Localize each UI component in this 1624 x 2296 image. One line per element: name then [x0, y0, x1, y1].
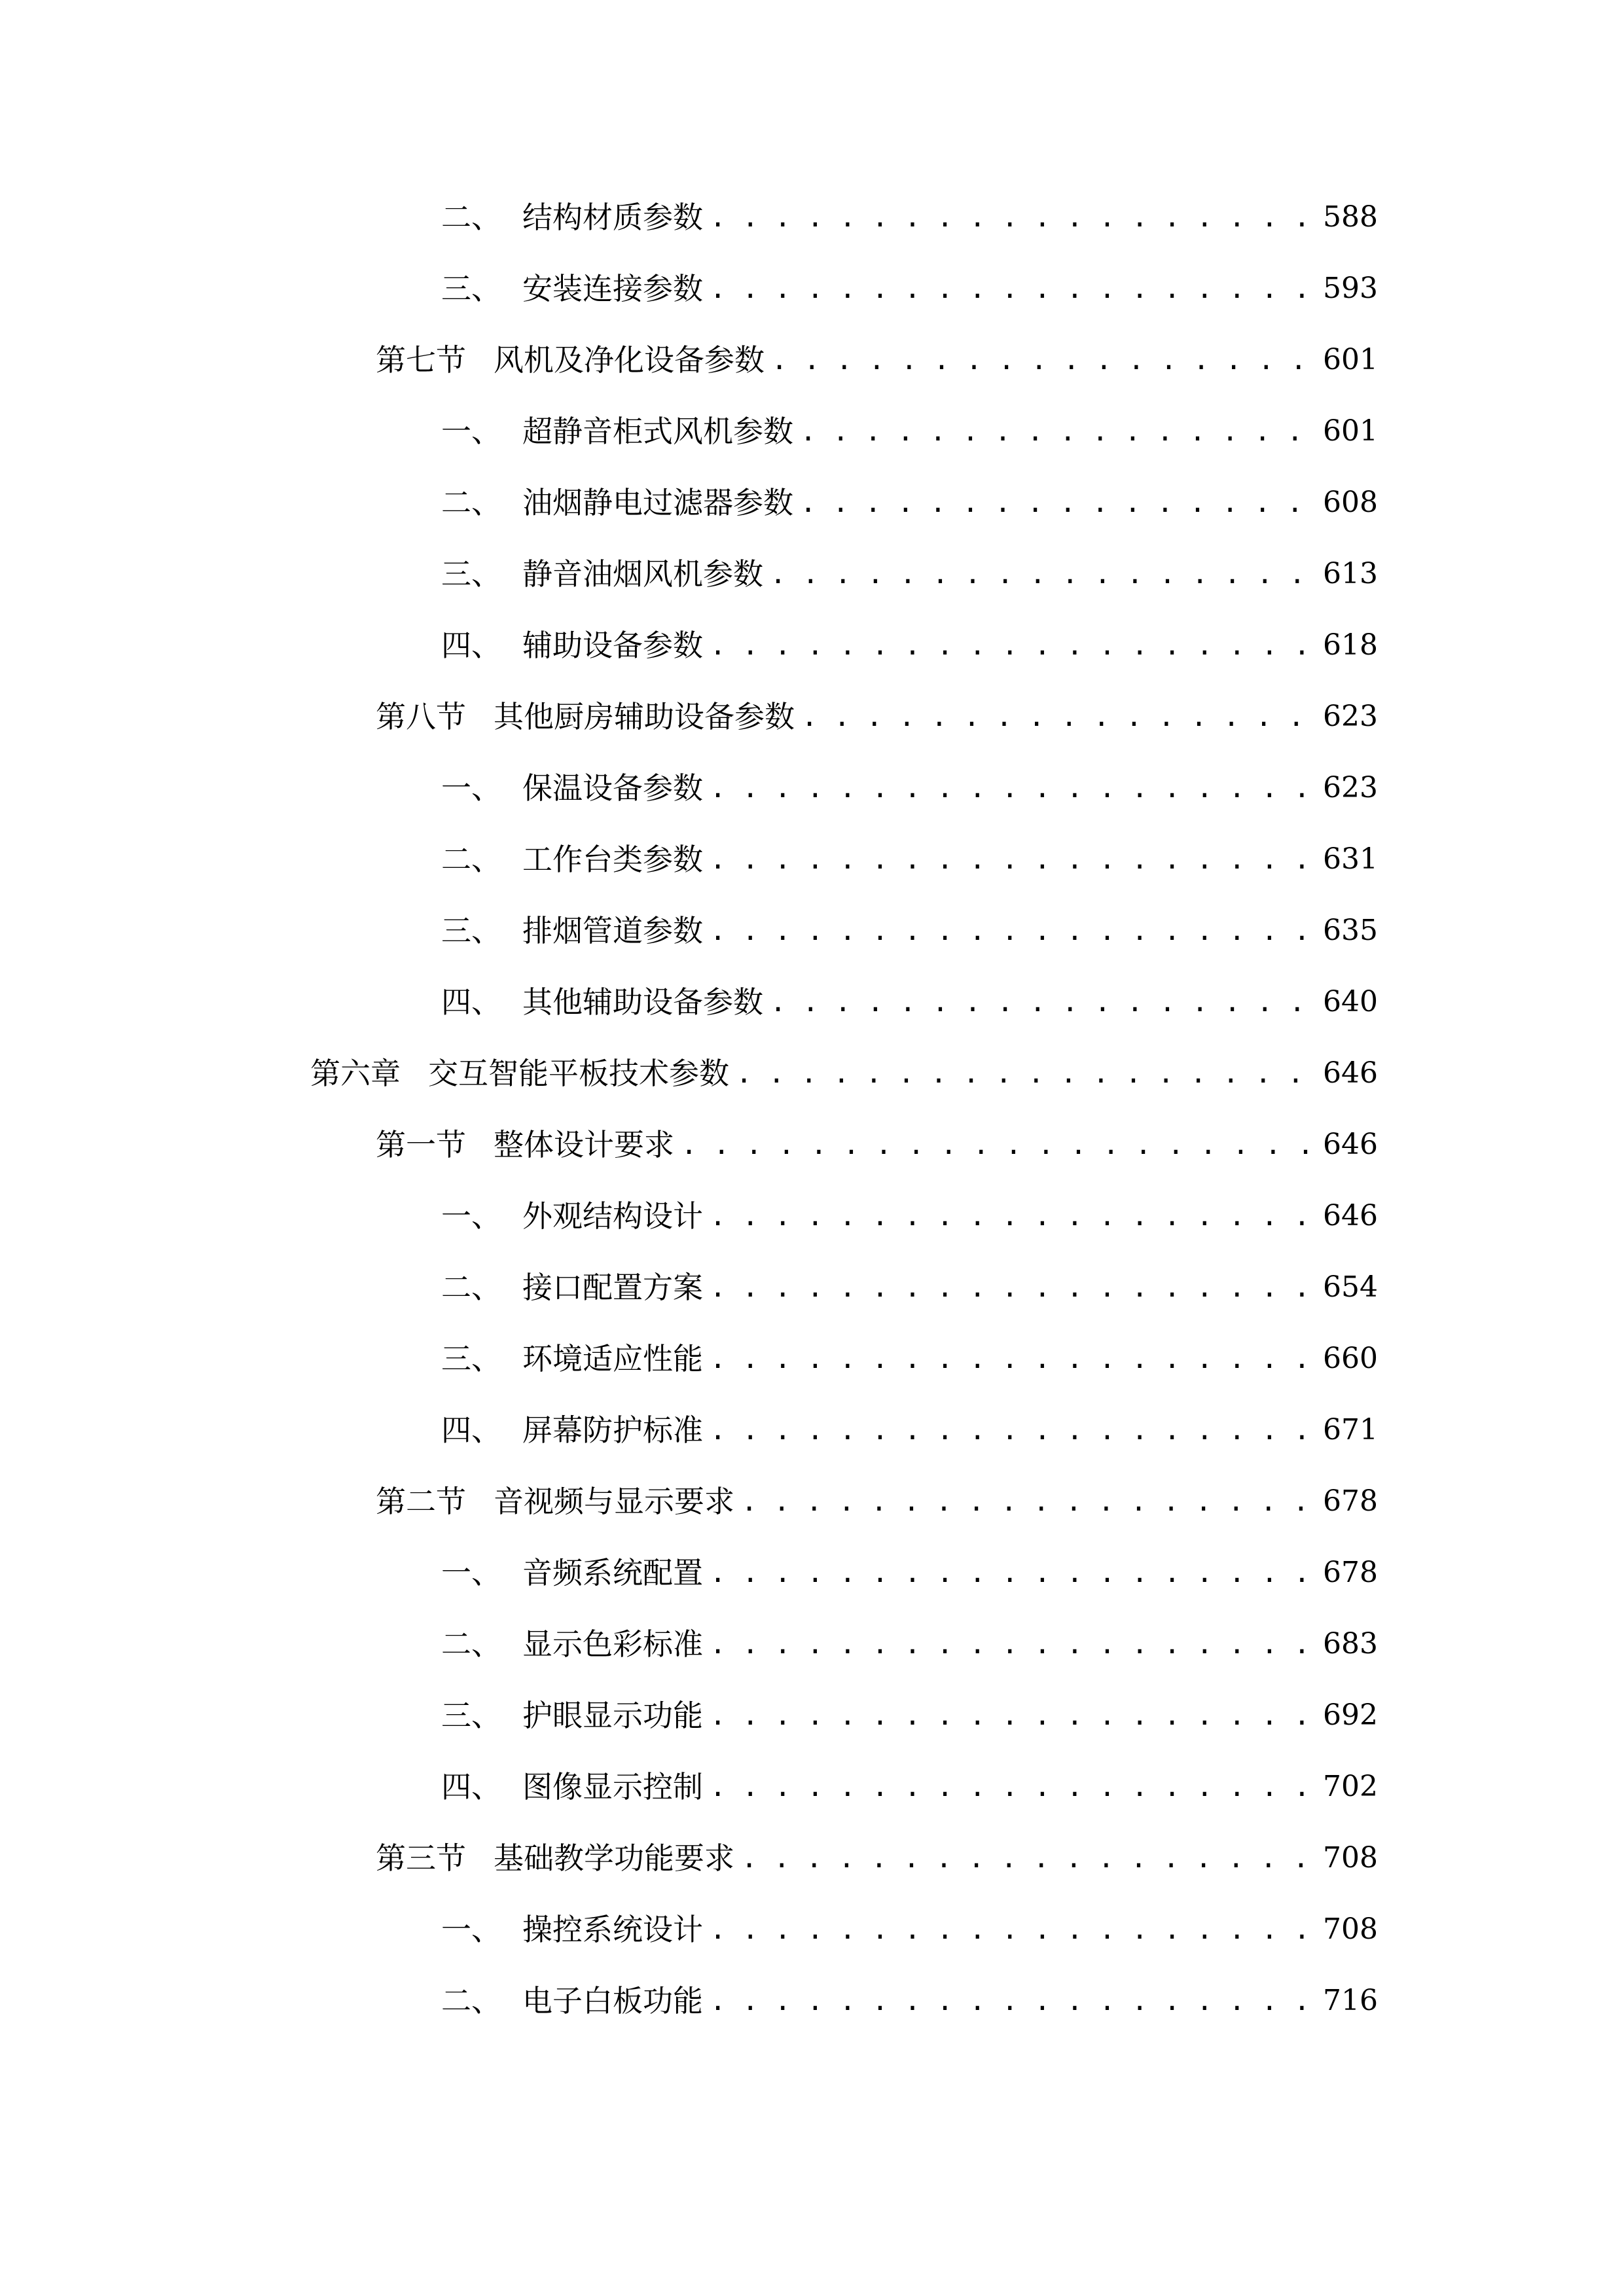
entry-number: 三、: [441, 1698, 501, 1733]
toc-entry[interactable]: [441, 1907, 1378, 1952]
entry-title: 电子白板功能: [522, 1983, 703, 2018]
entry-title: 显示色彩标准: [522, 1626, 703, 1662]
entry-number: 第二节: [376, 1484, 466, 1519]
entry-number: 三、: [441, 913, 501, 948]
toc-entry[interactable]: [441, 1336, 1378, 1382]
dot-leader: [710, 194, 1315, 240]
dot-leader: [710, 622, 1315, 668]
toc-entry[interactable]: [441, 1265, 1378, 1310]
dot-leader: [681, 1122, 1315, 1168]
entry-title: 风机及净化设备参数: [494, 342, 765, 378]
dot-leader: [710, 1764, 1315, 1810]
entry-page-number: 702: [1323, 1770, 1378, 1803]
dot-leader: [710, 1193, 1315, 1239]
entry-number: 第六章: [310, 1056, 401, 1091]
entry-page-number: 646: [1323, 1199, 1378, 1232]
entry-title: 护眼显示功能: [522, 1698, 703, 1733]
toc-entry[interactable]: [376, 1122, 1378, 1168]
entry-title: 环境适应性能: [522, 1341, 703, 1376]
toc-entry[interactable]: [441, 266, 1378, 312]
entry-page-number: 601: [1323, 343, 1378, 376]
toc-entry[interactable]: [441, 979, 1378, 1025]
toc-entry[interactable]: [310, 1050, 1378, 1096]
entry-title: 整体设计要求: [494, 1127, 674, 1162]
entry-number: 二、: [441, 485, 501, 520]
entry-title: 辅助设备参数: [522, 628, 703, 663]
toc-entry[interactable]: [376, 1479, 1378, 1524]
toc-entry[interactable]: [441, 1621, 1378, 1667]
dot-leader: [710, 908, 1315, 954]
toc-entry[interactable]: [441, 765, 1378, 811]
entry-number: 二、: [441, 1270, 501, 1305]
entry-number: 第八节: [376, 699, 466, 734]
toc-entry[interactable]: [441, 1550, 1378, 1596]
dot-leader: [800, 480, 1315, 526]
entry-number: 三、: [441, 556, 501, 592]
entry-title: 超静音柜式风机参数: [522, 414, 793, 449]
entry-title: 其他厨房辅助设备参数: [494, 699, 795, 734]
dot-leader: [710, 1978, 1315, 2024]
entry-page-number: 654: [1323, 1270, 1378, 1304]
toc-entry[interactable]: [376, 1835, 1378, 1881]
entry-page-number: 623: [1323, 700, 1378, 733]
dot-leader: [710, 1693, 1315, 1738]
entry-number: 一、: [441, 1912, 501, 1947]
entry-page-number: 640: [1323, 985, 1378, 1018]
entry-page-number: 635: [1323, 914, 1378, 947]
dot-leader: [710, 765, 1315, 811]
toc-entry[interactable]: [441, 1407, 1378, 1453]
dot-leader: [800, 408, 1315, 454]
entry-title: 屏幕防护标准: [522, 1412, 703, 1448]
toc-entry[interactable]: [441, 1978, 1378, 2024]
entry-page-number: 692: [1323, 1698, 1378, 1732]
dot-leader: [710, 836, 1315, 882]
entry-page-number: 601: [1323, 414, 1378, 448]
entry-page-number: 678: [1323, 1484, 1378, 1518]
toc-entry[interactable]: [441, 551, 1378, 597]
entry-number: 四、: [441, 1769, 501, 1804]
dot-leader: [741, 1835, 1315, 1881]
toc-entry[interactable]: [441, 408, 1378, 454]
entry-number: 二、: [441, 200, 501, 235]
entry-title: 基础教学功能要求: [494, 1840, 734, 1876]
entry-page-number: 588: [1323, 200, 1378, 234]
entry-title: 结构材质参数: [522, 200, 703, 235]
dot-leader: [710, 1407, 1315, 1453]
entry-title: 音视频与显示要求: [494, 1484, 734, 1519]
entry-number: 一、: [441, 1198, 501, 1234]
entry-page-number: 593: [1323, 272, 1378, 305]
dot-leader: [710, 1336, 1315, 1382]
toc-entry[interactable]: [376, 694, 1378, 740]
entry-page-number: 631: [1323, 842, 1378, 876]
dot-leader: [770, 551, 1315, 597]
entry-number: 二、: [441, 1626, 501, 1662]
entry-title: 其他辅助设备参数: [522, 984, 763, 1020]
toc-entry[interactable]: [441, 1693, 1378, 1738]
entry-title: 排烟管道参数: [522, 913, 703, 948]
toc-entry[interactable]: [376, 337, 1378, 383]
entry-page-number: 678: [1323, 1556, 1378, 1589]
entry-page-number: 716: [1323, 1984, 1378, 2017]
entry-page-number: 623: [1323, 771, 1378, 804]
entry-page-number: 608: [1323, 486, 1378, 519]
entry-number: 第三节: [376, 1840, 466, 1876]
entry-number: 四、: [441, 628, 501, 663]
toc-entry[interactable]: [441, 1193, 1378, 1239]
toc-entry[interactable]: [441, 194, 1378, 240]
entry-number: 一、: [441, 1555, 501, 1590]
dot-leader: [710, 1621, 1315, 1667]
toc-entry[interactable]: [441, 480, 1378, 526]
entry-number: 一、: [441, 770, 501, 806]
entry-title: 安装连接参数: [522, 271, 703, 306]
dot-leader: [736, 1050, 1315, 1096]
entry-title: 图像显示控制: [522, 1769, 703, 1804]
entry-number: 第一节: [376, 1127, 466, 1162]
entry-number: 二、: [441, 842, 501, 877]
entry-number: 三、: [441, 1341, 501, 1376]
entry-title: 音频系统配置: [522, 1555, 703, 1590]
entry-page-number: 708: [1323, 1912, 1378, 1946]
toc-entry[interactable]: [441, 908, 1378, 954]
entry-title: 油烟静电过滤器参数: [522, 485, 793, 520]
entry-number: 四、: [441, 984, 501, 1020]
dot-leader: [741, 1479, 1315, 1524]
entry-title: 保温设备参数: [522, 770, 703, 806]
toc-entry[interactable]: [441, 622, 1378, 668]
entry-number: 一、: [441, 414, 501, 449]
entry-page-number: 646: [1323, 1056, 1378, 1090]
dot-leader: [710, 1265, 1315, 1310]
entry-number: 四、: [441, 1412, 501, 1448]
entry-title: 静音油烟风机参数: [522, 556, 763, 592]
entry-number: 第七节: [376, 342, 466, 378]
entry-page-number: 708: [1323, 1841, 1378, 1874]
entry-page-number: 671: [1323, 1413, 1378, 1446]
entry-page-number: 683: [1323, 1627, 1378, 1660]
toc-entry[interactable]: [441, 1764, 1378, 1810]
dot-leader: [710, 266, 1315, 312]
entry-page-number: 646: [1323, 1128, 1378, 1161]
entry-title: 工作台类参数: [522, 842, 703, 877]
entry-number: 二、: [441, 1983, 501, 2018]
dot-leader: [801, 694, 1315, 740]
entry-title: 接口配置方案: [522, 1270, 703, 1305]
entry-title: 外观结构设计: [522, 1198, 703, 1234]
entry-title: 操控系统设计: [522, 1912, 703, 1947]
entry-page-number: 613: [1323, 557, 1378, 590]
dot-leader: [710, 1550, 1315, 1596]
entry-page-number: 660: [1323, 1342, 1378, 1375]
entry-page-number: 618: [1323, 628, 1378, 662]
entry-number: 三、: [441, 271, 501, 306]
toc-entry[interactable]: [441, 836, 1378, 882]
dot-leader: [771, 337, 1315, 383]
dot-leader: [710, 1907, 1315, 1952]
dot-leader: [770, 979, 1315, 1025]
entry-title: 交互智能平板技术参数: [428, 1056, 729, 1091]
